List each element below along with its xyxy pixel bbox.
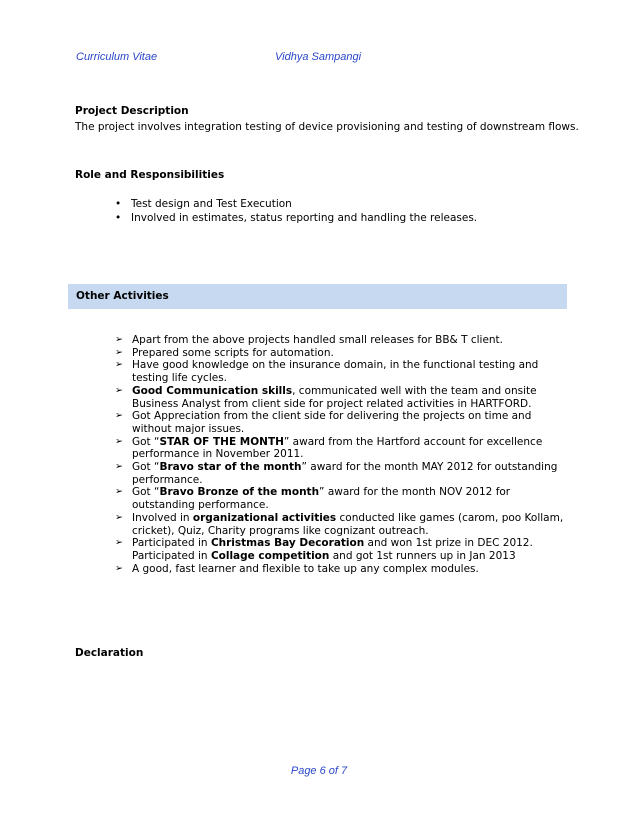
arrow-bullet-icon: ➢ [115, 486, 123, 498]
activity-text: Got “ [132, 435, 160, 448]
activity-bold-text: Christmas Bay Decoration [210, 537, 365, 550]
activity-item [115, 347, 565, 360]
activity-text: , communicated well with the team and onsite Business Analyst from client side for project related activities in HARTFORD. [132, 384, 537, 410]
activity-text: Got “ [132, 461, 160, 474]
activity-item [115, 486, 565, 511]
activity-text: ” award for the month NOV 2012 for outstanding performance. [132, 486, 511, 512]
activity-text: Involved in [132, 511, 193, 524]
arrow-bullet-icon: ➢ [115, 410, 123, 422]
activity-text: ” award from the Hartford account for excellence performance in November 2011. [132, 435, 543, 461]
roles-list [115, 197, 477, 225]
arrow-bullet-icon: ➢ [115, 537, 123, 549]
activity-item [115, 461, 565, 486]
activity-text: Got Appreciation from the client side for delivering the projects on time and without major issues. [132, 410, 532, 435]
arrow-bullet-icon: ➢ [115, 435, 123, 447]
activity-item [115, 563, 565, 576]
activity-item [115, 410, 565, 435]
arrow-bullet-icon: ➢ [115, 346, 123, 358]
activity-text: Apart from the above projects handled small releases for BB& T client. [132, 334, 504, 346]
activity-item [115, 334, 565, 347]
activity-item [115, 385, 565, 410]
other-activities-heading: Other Activities [76, 290, 169, 302]
page-number: Page 6 of 7 [290, 765, 348, 777]
activity-text: A good, fast learner and flexible to take up any complex modules. [132, 562, 479, 575]
header-document-title: Curriculum Vitae [76, 51, 158, 63]
arrow-bullet-icon: ➢ [115, 384, 123, 396]
activity-bold-text: Bravo Bronze of the month [159, 486, 320, 499]
activities-list [115, 334, 565, 575]
project-description-heading: Project Description [75, 105, 189, 117]
activity-item [115, 436, 565, 461]
activity-item [115, 537, 565, 562]
activity-bold-text: Collage competition [210, 549, 330, 562]
activity-text: and won 1st prize in DEC 2012. Participated in [132, 537, 533, 562]
activity-item [115, 512, 565, 537]
activity-bold-text: organizational activities [192, 511, 337, 524]
roles-list-item: • Involved in estimates, status reporting and handling the releases. [115, 211, 477, 225]
activity-item [115, 359, 565, 384]
arrow-bullet-icon: ➢ [115, 359, 123, 371]
other-activities-band [68, 284, 567, 309]
activity-text: Prepared some scripts for automation. [132, 346, 334, 359]
activity-bold-text: STAR OF THE MONTH [159, 435, 284, 448]
arrow-bullet-icon: ➢ [115, 461, 123, 473]
header-author-name: Vidhya Sampangi [275, 51, 362, 63]
roles-list-item: • Test design and Test Execution [115, 197, 477, 211]
page-footer [0, 765, 638, 777]
activity-text: Have good knowledge on the insurance domain, in the functional testing and testing life cycles. [132, 359, 539, 385]
arrow-bullet-icon: ➢ [115, 334, 123, 345]
activity-text: Got “ [132, 486, 160, 499]
roles-heading: Role and Responsibilities [75, 169, 225, 181]
project-description-text: The project involves integration testing of device provisioning and testing of downstream flows. [75, 121, 579, 133]
activity-bold-text: Bravo star of the month [159, 461, 302, 474]
declaration-heading: Declaration [75, 647, 144, 659]
activity-text: ” award for the month MAY 2012 for outstanding performance. [132, 461, 558, 486]
activity-text: conducted like games (carom, poo Kollam, cricket), Quiz, Charity programs like cognizant outreach. [132, 511, 564, 537]
activity-text: Participated in [132, 537, 211, 550]
activity-bold-text: Good Communication skills [132, 384, 293, 397]
arrow-bullet-icon: ➢ [115, 511, 123, 523]
arrow-bullet-icon: ➢ [115, 562, 123, 574]
activity-text: and got 1st runners up in Jan 2013 [329, 549, 516, 562]
